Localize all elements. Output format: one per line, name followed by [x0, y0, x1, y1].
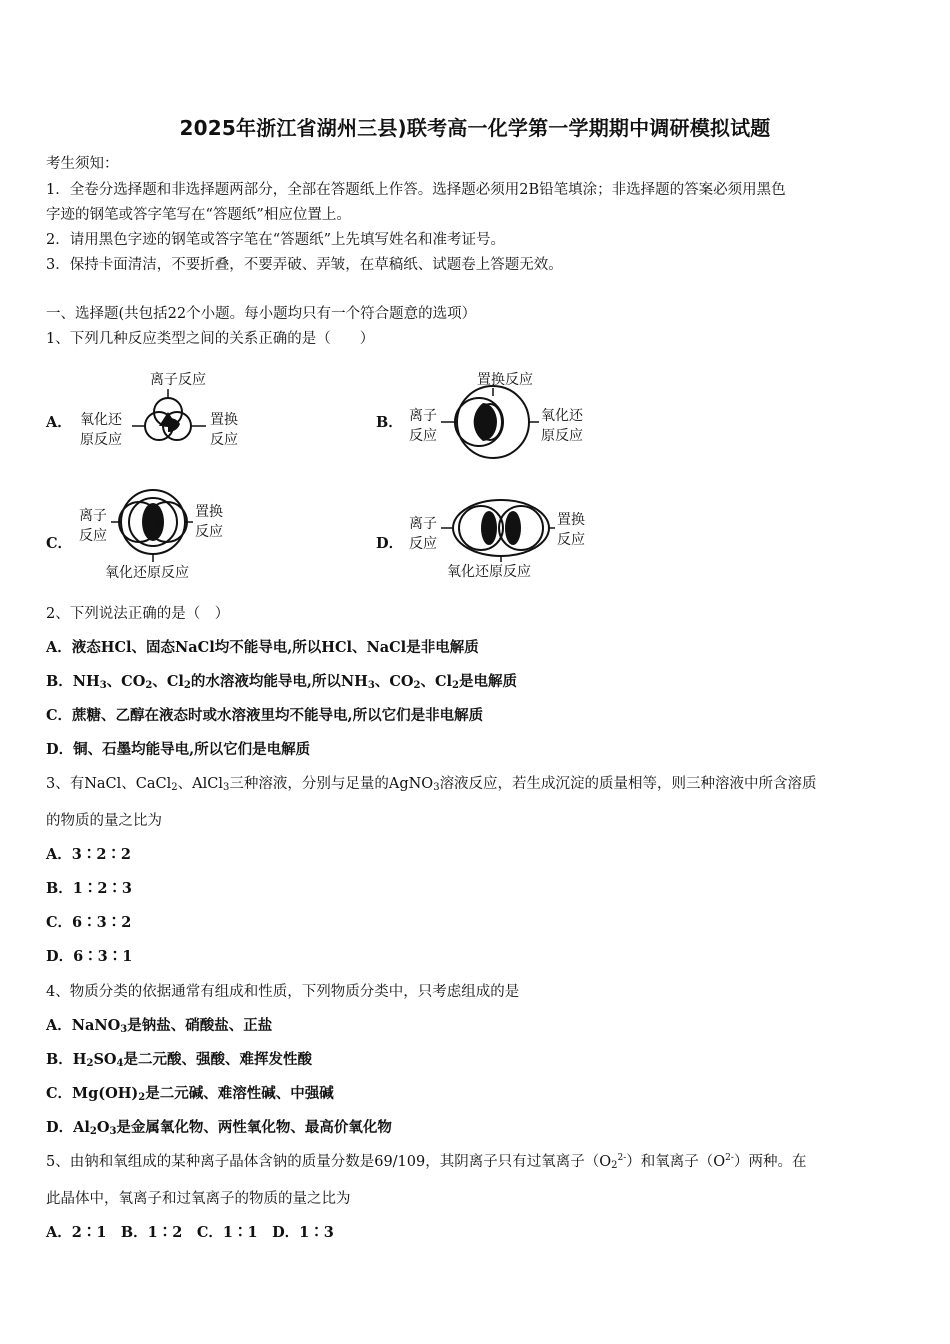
notice-item-3: 3．保持卡面清洁，不要折叠，不要弄破、弄皱，在草稿纸、试题卷上答题无效。: [46, 257, 563, 273]
q4-stem: 4、物质分类的依据通常有组成和性质，下列物质分类中，只考虑组成的是: [46, 984, 520, 1000]
q3-option-b[interactable]: B．1∶2∶3: [46, 880, 133, 897]
diagram-b-redox-2: 原反应: [541, 428, 583, 444]
q1-option-c-label[interactable]: C．: [46, 535, 73, 552]
q3-option-c[interactable]: C．6∶3∶2: [46, 914, 132, 931]
page-title: 2025年浙江省湖州三县)联考高一化学第一学期期中调研模拟试题: [179, 116, 771, 140]
q2-stem: 2、下列说法正确的是（ ）: [46, 606, 230, 622]
diagram-b-ionic-1: 离子: [409, 408, 437, 424]
diagram-b-ionic-2: 反应: [409, 428, 437, 444]
q1-stem: 1、下列几种反应类型之间的关系正确的是（ ）: [46, 331, 375, 347]
q4-option-c[interactable]: C．$Mg(OH)_2$是二元碱、难溶性碱、中强碱: [46, 1085, 334, 1103]
notice-item-1a: 1．全卷分选择题和非选择题两部分，全部在答题纸上作答。选择题必须用2B铅笔填涂；非选择题的答案必须用黑色: [46, 182, 786, 198]
diagram-c-ionic-2: 反应: [79, 528, 107, 544]
diagram-d-ionic-1: 离子: [409, 516, 437, 532]
section-heading: 一、选择题(共包括22个小题。每小题均只有一个符合题意的选项）: [46, 306, 477, 322]
diagram-c-ionic-1: 离子: [79, 508, 107, 524]
diagram-a-disp-1: 置换: [210, 412, 238, 428]
diagram-d-disp-1: 置换: [557, 512, 585, 528]
diagram-a-redox-1: 氧化还: [80, 412, 122, 428]
q3-stem-line-2: 的物质的量之比为: [46, 813, 162, 829]
notice-item-1b: 字迹的钢笔或答字笔写在“答题纸”相应位置上。: [46, 207, 351, 223]
q2-option-c[interactable]: C．蔗糖、乙醇在液态时或水溶液里均不能导电,所以它们是非电解质: [46, 707, 484, 724]
q1-option-b-diagram: [405, 362, 605, 462]
diagram-c-disp-2: 反应: [195, 524, 223, 540]
diagram-c-disp-1: 置换: [195, 504, 223, 520]
q2-option-b[interactable]: B．$NH_3$、$CO_2$、$Cl_2$的水溶液均能导电,所以$NH_3$、$CO_2$、$Cl_2$是电解质: [46, 673, 518, 691]
q3-option-d[interactable]: D．6∶3∶1: [46, 948, 133, 965]
diagram-a-ionic: 离子反应: [150, 372, 206, 388]
diagram-a-disp-2: 反应: [210, 432, 238, 448]
q1-option-b-label[interactable]: B．: [376, 414, 403, 431]
diagram-d-ionic-2: 反应: [409, 536, 437, 552]
q1-option-a-label[interactable]: A．: [46, 414, 72, 431]
diagram-b-disp: 置换反应: [477, 372, 533, 388]
q5-stem-line-2: 此晶体中，氧离子和过氧离子的物质的量之比为: [46, 1191, 351, 1207]
q5-stem-line-1: 5、由钠和氧组成的某种离子晶体含钠的质量分数是69/109，其阴离子只有过氧离子$(O_2^{2-})$和氧离子$(O^{2-})$两种。在: [46, 1153, 807, 1171]
diagram-a-redox-2: 原反应: [80, 432, 122, 448]
q4-option-a[interactable]: A．NaNO$_3$是钠盐、硝酸盐、正盐: [46, 1017, 273, 1035]
q4-option-d[interactable]: D．$Al_2O_3$是金属氧化物、两性氧化物、最高价氧化物: [46, 1119, 392, 1137]
notice-heading: 考生须知：: [46, 156, 119, 172]
diagram-d-disp-2: 反应: [557, 532, 585, 548]
diagram-d-redox: 氧化还原反应: [447, 564, 531, 580]
q5-options[interactable]: A．2∶1 B．1∶2 C．1∶1 D．1∶3: [46, 1224, 334, 1241]
q4-option-b[interactable]: B．$H_2SO_4$是二元酸、强酸、难挥发性酸: [46, 1051, 313, 1069]
notice-item-2: 2．请用黑色字迹的钢笔或答字笔在“答题纸”上先填写姓名和准考证号。: [46, 232, 506, 248]
q2-option-d[interactable]: D．铜、石墨均能导电,所以它们是电解质: [46, 741, 311, 758]
q3-option-a[interactable]: A．3∶2∶2: [46, 846, 132, 863]
diagram-b-redox-1: 氧化还: [541, 408, 583, 424]
q1-option-d-label[interactable]: D．: [376, 535, 404, 552]
q3-stem-line-1: 3、有NaCl、CaCl$_2$、AlCl$_3$三种溶液，分别与足量的AgNO$_3$溶液反应，若生成沉淀的质量相等，则三种溶液中所含溶质: [46, 776, 817, 793]
q1-option-a-diagram: [70, 362, 270, 462]
q1-option-c-diagram: [75, 484, 275, 584]
diagram-c-redox: 氧化还原反应: [105, 565, 189, 581]
q1-option-d-diagram: [405, 484, 605, 584]
q2-option-a[interactable]: A．液态HCl、固态NaCl均不能导电,所以HCl、NaCl是非电解质: [46, 639, 479, 656]
